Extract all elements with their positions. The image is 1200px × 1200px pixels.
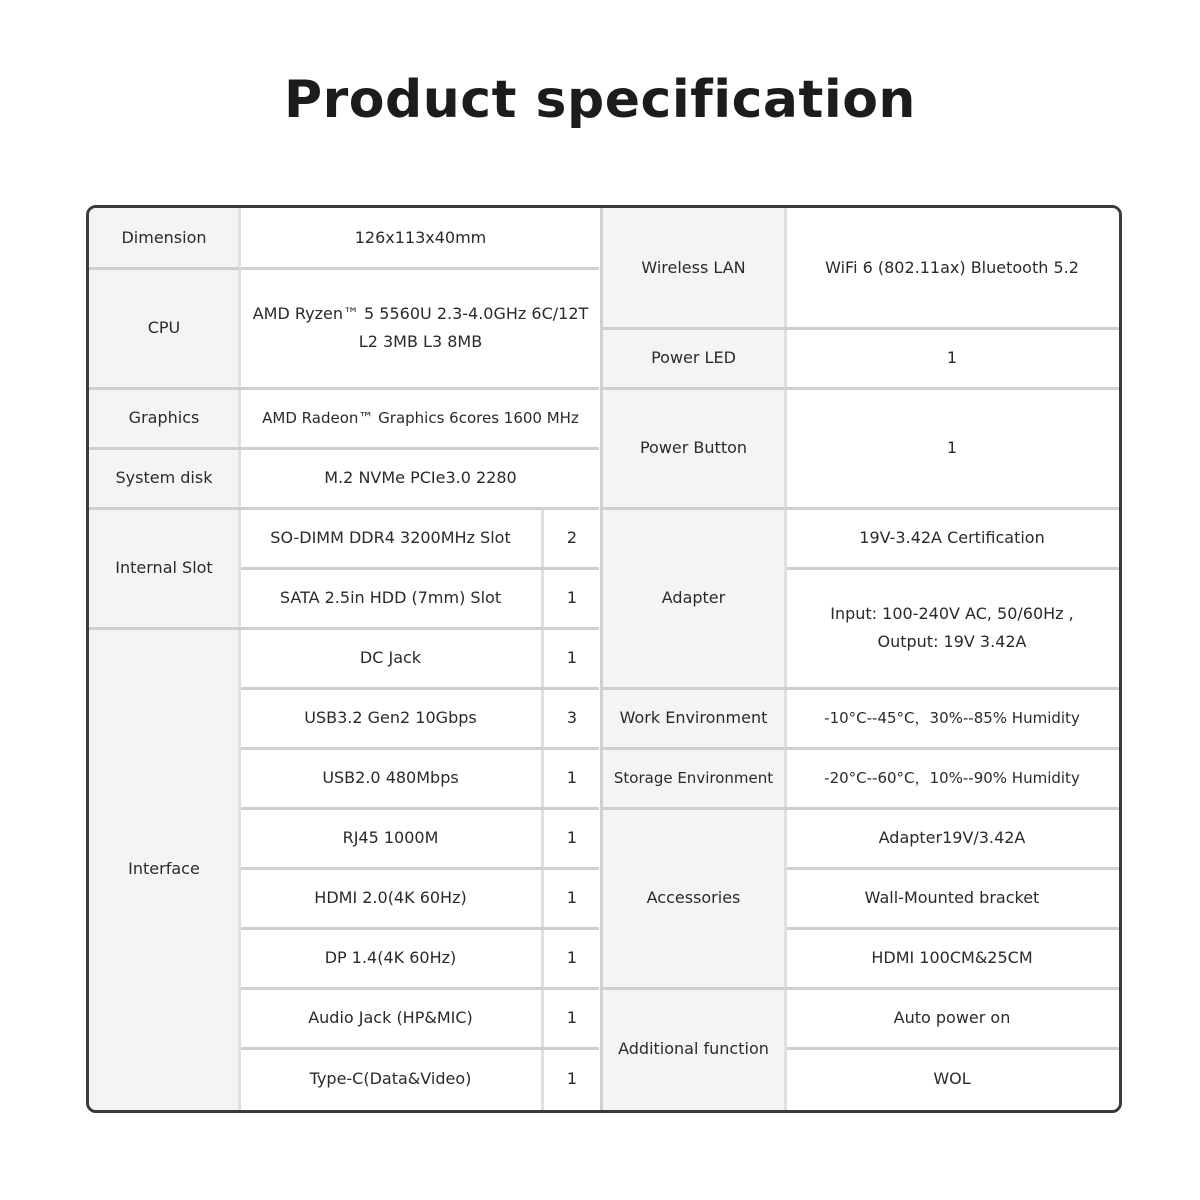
row-divider [603, 987, 1119, 990]
spec-table [86, 205, 1122, 1113]
interface-name: USB2.0 480Mbps [239, 748, 542, 808]
row-divider [89, 447, 599, 450]
adapter-cert: 19V-3.42A Certification [785, 508, 1119, 568]
row-divider [241, 927, 599, 930]
interface-qty: 1 [542, 988, 602, 1048]
dimension-value: 126x113x40mm [239, 208, 602, 268]
interface-name: USB3.2 Gen2 10Gbps [239, 688, 542, 748]
interface-name: HDMI 2.0(4K 60Hz) [239, 868, 542, 928]
row-divider [603, 687, 1119, 690]
internal-slot-name: SO-DIMM DDR4 3200MHz Slot [239, 508, 542, 568]
row-divider [89, 267, 239, 270]
interface-name: Type-C(Data&Video) [239, 1048, 542, 1110]
interface-qty: 1 [542, 1048, 602, 1110]
wireless-value: WiFi 6 (802.11ax) Bluetooth 5.2 [785, 208, 1119, 328]
internal-slot-qty: 2 [542, 508, 602, 568]
accessory-item: Adapter19V/3.42A [785, 808, 1119, 868]
interface-name: DC Jack [239, 628, 542, 688]
row-divider [241, 987, 599, 990]
internal-slot-qty: 1 [542, 568, 602, 628]
row-divider [241, 567, 599, 570]
system-disk-value: M.2 NVMe PCIe3.0 2280 [239, 448, 602, 508]
power-led-label: Power LED [602, 328, 785, 388]
cpu-label: CPU [89, 268, 239, 388]
dimension-label: Dimension [89, 208, 239, 268]
interface-name: Audio Jack (HP&MIC) [239, 988, 542, 1048]
interface-qty: 3 [542, 688, 602, 748]
interface-qty: 1 [542, 868, 602, 928]
row-divider [241, 747, 599, 750]
row-divider [241, 807, 599, 810]
row-divider [89, 627, 599, 630]
row-divider [89, 387, 599, 390]
row-divider [603, 387, 1119, 390]
graphics-value: AMD Radeon™ Graphics 6cores 1600 MHz [239, 388, 602, 448]
graphics-label: Graphics [89, 388, 239, 448]
row-divider [241, 267, 599, 270]
adapter-io: Input: 100-240V AC, 50/60Hz , Output: 19V 3.42A [785, 568, 1119, 688]
row-divider [787, 567, 1119, 570]
adapter-label: Adapter [602, 508, 785, 688]
power-led-value: 1 [785, 328, 1119, 388]
row-divider [89, 507, 599, 510]
additional-item: WOL [785, 1048, 1119, 1110]
internal-slot-name: SATA 2.5in HDD (7mm) Slot [239, 568, 542, 628]
interface-qty: 1 [542, 928, 602, 988]
row-divider [241, 687, 599, 690]
page-title: Product specification [284, 70, 916, 130]
row-divider [603, 327, 1119, 330]
row-divider [787, 927, 1119, 930]
accessory-item: HDMI 100CM&25CM [785, 928, 1119, 988]
storage-env-label: Storage Environment [602, 748, 785, 808]
interface-qty: 1 [542, 628, 602, 688]
internal-slot-label: Internal Slot [89, 508, 239, 628]
interface-label: Interface [89, 628, 239, 1110]
row-divider [241, 867, 599, 870]
column-divider [600, 208, 603, 1110]
row-divider [787, 1047, 1119, 1050]
interface-qty: 1 [542, 808, 602, 868]
accessories-label: Accessories [602, 808, 785, 988]
additional-item: Auto power on [785, 988, 1119, 1048]
work-env-label: Work Environment [602, 688, 785, 748]
work-env-value: -10°C--45°C，30%--85% Humidity [785, 688, 1119, 748]
row-divider [603, 747, 1119, 750]
cpu-value: AMD Ryzen™ 5 5560U 2.3-4.0GHz 6C/12T L2 3MB L3 8MB [239, 268, 602, 388]
power-button-label: Power Button [602, 388, 785, 508]
storage-env-value: -20°C--60°C，10%--90% Humidity [785, 748, 1119, 808]
accessory-item: Wall-Mounted bracket [785, 868, 1119, 928]
row-divider [241, 1047, 599, 1050]
row-divider [603, 807, 1119, 810]
interface-qty: 1 [542, 748, 602, 808]
column-divider [238, 208, 241, 1110]
column-divider [784, 208, 787, 1110]
interface-name: RJ45 1000M [239, 808, 542, 868]
row-divider [603, 507, 1119, 510]
system-disk-label: System disk [89, 448, 239, 508]
row-divider [787, 867, 1119, 870]
additional-label: Additional function [602, 988, 785, 1110]
interface-name: DP 1.4(4K 60Hz) [239, 928, 542, 988]
power-button-value: 1 [785, 388, 1119, 508]
wireless-label: Wireless LAN [602, 208, 785, 328]
